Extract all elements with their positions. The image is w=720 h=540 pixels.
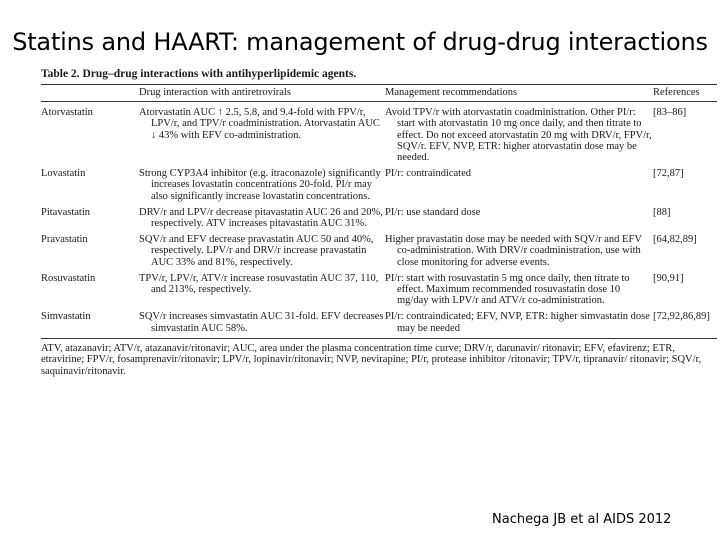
- management-text: Avoid TPV/r with atorvastatin coadministration. Other PI/r: start with atorvastatin 10 mg once daily, and then titrate to effect. Do not exceed atorvastatin 20 mg with DRV/r, FPV/r, SQV/r. EFV, NVP, ETR: higher atorvastatin dose may be needed.: [385, 107, 652, 164]
- header-drug: [41, 85, 139, 102]
- drug-name: Pravastatin: [41, 234, 88, 246]
- interaction-text: SQV/r increases simvastatin AUC 31-fold. EFV decreases simvastatin AUC 58%.: [139, 311, 384, 334]
- slide-title: Statins and HAART: management of drug-drug interactions: [12, 28, 708, 56]
- references-cell: [83–86]: [653, 107, 687, 119]
- management-cell: [385, 206, 653, 233]
- drug-name: Simvastatin: [41, 311, 91, 323]
- interaction-cell: [139, 167, 385, 206]
- header-references: References: [653, 87, 700, 98]
- references-cell: [64,82,89]: [653, 234, 697, 246]
- interaction-text: SQV/r and EFV decrease pravastatin AUC 50 and 40%, respectively. LPV/r and DRV/r increase pravastatin AUC 33% and 81%, respectively.: [139, 234, 374, 268]
- drug-interaction-table-container: [41, 68, 717, 378]
- table-header-row: [41, 85, 717, 102]
- drug-name: Atorvastatin: [41, 107, 93, 119]
- management-cell: [385, 233, 653, 272]
- interaction-cell: [139, 206, 385, 233]
- management-cell: [385, 272, 653, 311]
- header-management: Management recommendations: [385, 87, 518, 98]
- citation-credit: Nachega JB et al AIDS 2012: [492, 512, 672, 527]
- interaction-text: TPV/r, LPV/r, ATV/r increase rosuvastatin AUC 37, 110, and 213%, respectively.: [139, 272, 379, 296]
- management-text: PI/r: contraindicated; EFV, NVP, ETR: higher simvastatin dose may be needed: [385, 311, 650, 334]
- drug-name: Rosuvastatin: [41, 272, 96, 284]
- interaction-text: Strong CYP3A4 inhibitor (e.g. itraconazole) significantly increases lovastatin concentrations 20-fold. PI/r may also significantly increase lovastatin concentrations.: [139, 168, 381, 202]
- table-row: [41, 206, 717, 233]
- interaction-cell: [139, 233, 385, 272]
- table-row: [41, 167, 717, 206]
- table-row: [41, 310, 717, 338]
- references-cell: [88]: [653, 206, 671, 218]
- management-text: PI/r: use standard dose: [385, 206, 481, 218]
- table-title: Drug–drug interactions with antihyperlipidemic agents.: [82, 68, 357, 80]
- management-text: Higher pravastatin dose may be needed with SQV/r and EFV co-administration. With DRV/r coadministration, use with close monitoring for adverse events.: [385, 234, 642, 268]
- header-interaction: Drug interaction with antiretrovirals: [139, 87, 291, 98]
- management-cell: [385, 167, 653, 206]
- management-cell: [385, 102, 653, 168]
- table-row: [41, 233, 717, 272]
- management-text: PI/r: start with rosuvastatin 5 mg once daily, then titrate to effect. Maximum recommended rosuvastatin dose 10 mg/day with LPV/r and ATV/r co-administration.: [385, 272, 630, 307]
- drug-interaction-table: [41, 84, 717, 339]
- interaction-cell: [139, 310, 385, 338]
- interaction-text: DRV/r and LPV/r decrease pitavastatin AUC 26 and 20%, respectively. ATV increases pitavastatin AUC 31%.: [139, 206, 383, 230]
- management-cell: [385, 310, 653, 338]
- table-footnote: ATV, atazanavir; ATV/r, atazanavir/ritonavir; AUC, area under the plasma concentration time curve; DRV/r, darunavir/ ritonavir; EFV, efavirenz; ETR, etravirine; FPV/r, fosamprenavir/ritonavir; LPV/r, lopinavir/ritonavir; NVP, nevirapine; PI/r, protease inhibitor /ritonavir; TPV/r, tipranavir/ ritonavir; SQV/r, saquinavir/ritonavir.: [41, 342, 702, 378]
- table-caption: [41, 68, 717, 80]
- table-row: [41, 102, 717, 168]
- references-cell: [72,87]: [653, 168, 684, 180]
- interaction-text: Atorvastatin AUC ↑ 2.5, 5.8, and 9.4-fold with FPV/r, LPV/r, and TPV/r coadministration. Atorvastatin AUC ↓ 43% with EFV co-administration.: [139, 107, 380, 141]
- drug-name: Pitavastatin: [41, 206, 90, 218]
- references-cell: [72,92,86,89]: [653, 311, 710, 323]
- interaction-cell: [139, 272, 385, 311]
- table-row: [41, 272, 717, 311]
- drug-name: Lovastatin: [41, 168, 86, 180]
- management-text: PI/r: contraindicated: [385, 168, 472, 180]
- references-cell: [90,91]: [653, 272, 684, 284]
- interaction-cell: [139, 102, 385, 168]
- table-label: Table 2.: [41, 68, 80, 80]
